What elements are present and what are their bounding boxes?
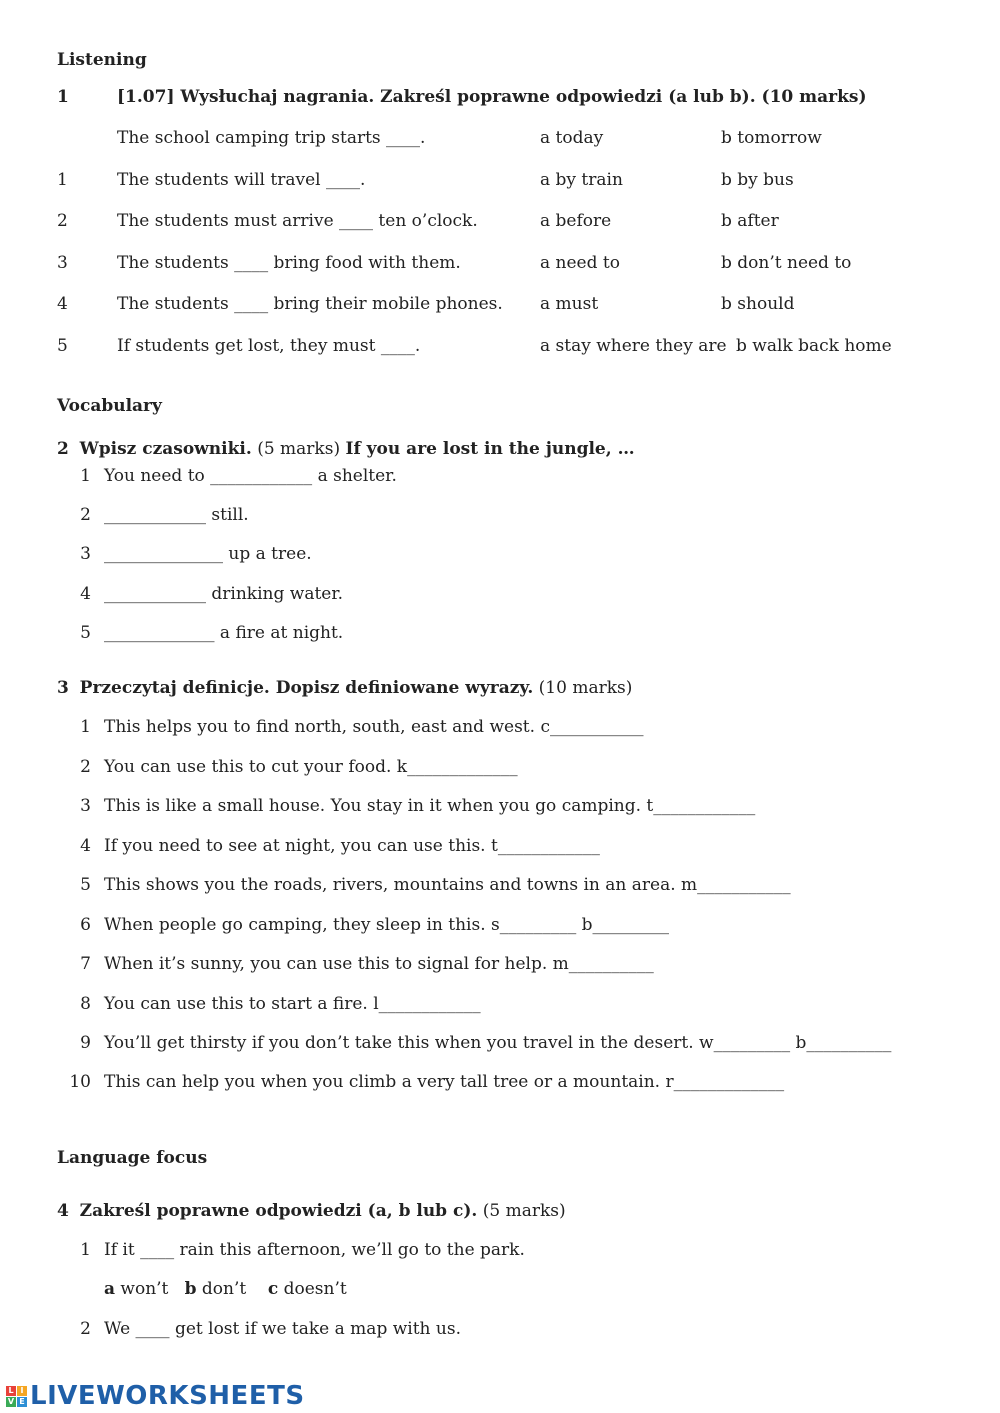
q2-marks: (5 marks)	[257, 439, 341, 459]
option-letter: c	[267, 1279, 279, 1299]
logo-letter: L	[6, 1386, 16, 1396]
q2-instruction-bold: Wpisz czasowniki.	[79, 439, 252, 459]
logo-mark-icon	[6, 1386, 27, 1407]
q4-marks: (5 marks)	[482, 1201, 566, 1221]
question-1-number: 1	[57, 87, 69, 107]
q3-item-number: 5	[80, 875, 91, 895]
q2-item-post: still.	[211, 505, 249, 525]
logo-letter: E	[17, 1397, 27, 1407]
q2-item	[104, 466, 397, 486]
q2-item-post: drinking water.	[211, 584, 344, 604]
q3-number: 3	[57, 678, 69, 698]
q2-item-number: 3	[80, 544, 91, 564]
q3-definition[interactable]: This can help you when you climb a very tall tree or a mountain. r_____________	[104, 1072, 785, 1092]
question-3-instruction	[57, 678, 632, 698]
q2-item-number: 1	[80, 466, 91, 486]
q1-option-b[interactable]: b after	[721, 211, 779, 231]
logo-letter: I	[17, 1386, 27, 1396]
q3-item-number: 2	[80, 757, 91, 777]
q2-item	[104, 623, 343, 643]
q4-number: 4	[57, 1201, 69, 1221]
q1-item-text: The students will travel ____.	[117, 170, 366, 190]
q3-definition[interactable]: You can use this to cut your food. k_____________	[104, 757, 518, 777]
q2-answer-blank[interactable]: ____________	[104, 505, 206, 525]
q3-item-number: 7	[80, 954, 91, 974]
q1-item-number: 3	[57, 253, 68, 273]
question-2-instruction	[57, 439, 635, 459]
q4-option-a[interactable]	[104, 1279, 168, 1299]
q1-option-a[interactable]: a today	[540, 128, 604, 148]
q2-item-post: a fire at night.	[219, 623, 344, 643]
q2-answer-blank[interactable]: _____________	[104, 623, 215, 643]
option-letter: b	[184, 1279, 197, 1299]
q1-option-b[interactable]: b don’t need to	[721, 253, 852, 273]
q3-instruction-bold: Przeczytaj definicje. Dopisz definiowane wyrazy.	[79, 678, 534, 698]
q3-item-number: 9	[80, 1033, 91, 1053]
q1-item-text: The students ____ bring food with them.	[117, 253, 461, 273]
q4-instruction-bold: Zakreśl poprawne odpowiedzi (a, b lub c).	[79, 1201, 478, 1221]
question-4-instruction	[57, 1201, 566, 1221]
q2-answer-blank[interactable]: ____________	[210, 466, 313, 486]
q1-item-text: The students ____ bring their mobile phones.	[117, 294, 503, 314]
q1-item-text: If students get lost, they must ____.	[117, 336, 421, 356]
q2-instruction-tail: If you are lost in the jungle, …	[345, 439, 635, 459]
q3-item-number: 1	[80, 717, 91, 737]
q3-item-number: 10	[69, 1072, 91, 1092]
q3-definition[interactable]: This is like a small house. You stay in it when you go camping. t____________	[104, 796, 756, 816]
q1-item-text: The students must arrive ____ ten o’clock.	[117, 211, 478, 231]
q3-item-number: 3	[80, 796, 91, 816]
q1-option-b[interactable]: b by bus	[721, 170, 794, 190]
q4-item-text: We ____ get lost if we take a map with us.	[104, 1319, 461, 1339]
q2-item	[104, 505, 249, 525]
q3-definition[interactable]: This helps you to find north, south, east and west. c___________	[104, 717, 644, 737]
q3-definition[interactable]: You’ll get thirsty if you don’t take this when you travel in the desert. w_________ b__________	[104, 1033, 892, 1053]
q1-item-text: The school camping trip starts ____.	[117, 128, 426, 148]
q2-item-post: a shelter.	[317, 466, 397, 486]
liveworksheets-logo[interactable]	[6, 1381, 305, 1411]
q2-item-number: 2	[80, 505, 91, 525]
q4-item-number: 2	[80, 1319, 91, 1339]
q4-item-number: 1	[80, 1240, 91, 1260]
q1-item-number: 5	[57, 336, 68, 356]
q2-item	[104, 584, 343, 604]
q3-item-number: 4	[80, 836, 91, 856]
q2-item-number: 5	[80, 623, 91, 643]
q1-item-number: 2	[57, 211, 68, 231]
q3-item-number: 6	[80, 915, 91, 935]
q1-option-a[interactable]: a by train	[540, 170, 623, 190]
q1-option-b[interactable]: b walk back home	[736, 336, 892, 356]
q4-option-b[interactable]	[185, 1279, 247, 1299]
logo-wordmark: LIVEWORKSHEETS	[30, 1381, 305, 1411]
section-heading-language-focus: Language focus	[57, 1148, 208, 1168]
q2-answer-blank[interactable]: ______________	[104, 544, 223, 564]
q2-item	[104, 544, 312, 564]
q3-definition[interactable]: This shows you the roads, rivers, mountains and towns in an area. m___________	[104, 875, 791, 895]
q2-item-post: up a tree.	[228, 544, 312, 564]
q2-item-number: 4	[80, 584, 91, 604]
q2-number: 2	[57, 439, 69, 459]
option-text: won’t	[120, 1279, 169, 1299]
q4-option-c[interactable]	[268, 1279, 347, 1299]
q4-item-text: If it ____ rain this afternoon, we’ll go to the park.	[104, 1240, 525, 1260]
q3-definition[interactable]: If you need to see at night, you can use this. t____________	[104, 836, 600, 856]
option-text: doesn’t	[283, 1279, 347, 1299]
q3-item-number: 8	[80, 994, 91, 1014]
q3-definition[interactable]: You can use this to start a fire. l____________	[104, 994, 481, 1014]
q1-option-b[interactable]: b should	[721, 294, 795, 314]
q1-option-b[interactable]: b tomorrow	[721, 128, 822, 148]
q1-option-a[interactable]: a stay where they are	[540, 336, 727, 356]
question-1-instruction: [1.07] Wysłuchaj nagrania. Zakreśl poprawne odpowiedzi (a lub b). (10 marks)	[117, 87, 867, 107]
option-text: don’t	[201, 1279, 247, 1299]
q4-item-options	[104, 1279, 347, 1299]
q1-item-number: 4	[57, 294, 68, 314]
q2-answer-blank[interactable]: ____________	[104, 584, 206, 604]
option-letter: a	[104, 1279, 116, 1299]
q3-definition[interactable]: When it’s sunny, you can use this to signal for help. m__________	[104, 954, 654, 974]
section-heading-listening: Listening	[57, 50, 147, 70]
q1-option-a[interactable]: a must	[540, 294, 599, 314]
q1-option-a[interactable]: a need to	[540, 253, 620, 273]
q3-definition[interactable]: When people go camping, they sleep in this. s_________ b_________	[104, 915, 670, 935]
q1-item-number: 1	[57, 170, 68, 190]
q3-marks: (10 marks)	[538, 678, 633, 698]
section-heading-vocabulary: Vocabulary	[57, 396, 162, 416]
q1-option-a[interactable]: a before	[540, 211, 612, 231]
q2-item-pre: You need to	[104, 466, 205, 486]
logo-letter: V	[7, 1396, 15, 1406]
